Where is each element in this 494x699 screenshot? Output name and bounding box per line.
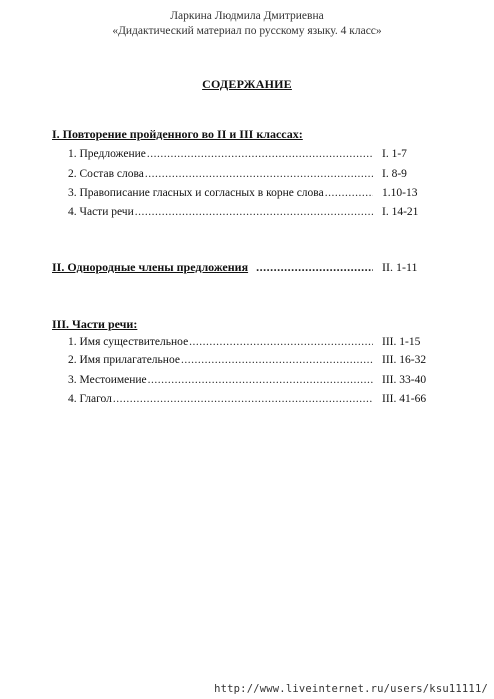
toc-label: 4. Части речи (68, 206, 134, 218)
toc-label: 1. Имя существительное (68, 336, 189, 348)
leader-dots (189, 336, 373, 348)
toc-row (68, 354, 444, 366)
toc-row (68, 374, 444, 386)
author-name: Ларкина Людмила Дмитриевна (170, 10, 324, 22)
toc-label: 2. Состав слова (68, 168, 144, 180)
toc-row (68, 168, 444, 180)
toc-label: 3. Правописание гласных и согласных в корне слова (68, 187, 324, 199)
leader-dots (256, 260, 373, 275)
toc-row (68, 206, 444, 218)
toc-page: III. 16-32 (382, 354, 427, 366)
leader-dots (325, 187, 373, 199)
toc-page: III. 41-66 (382, 393, 427, 405)
leader-dots (113, 393, 373, 405)
toc-label: 2. Имя прилагательное (68, 354, 180, 366)
toc-page: I. 1-7 (382, 148, 407, 160)
toc-row (68, 148, 444, 160)
section-2-label: II. Однородные члены предложения (52, 260, 249, 274)
toc-page: I. 14-21 (382, 206, 419, 218)
toc-row (68, 187, 444, 199)
book-subtitle: «Дидактический материал по русскому языку. 4 класс» (112, 25, 382, 37)
toc-page: III. 1-15 (382, 336, 421, 348)
leader-dots (181, 354, 373, 366)
watermark-url: http://www.liveinternet.ru/users/ksu11111/ (214, 683, 488, 695)
leader-dots (145, 168, 373, 180)
leader-dots (148, 374, 373, 386)
section-1-heading: I. Повторение пройденного во II и III классах: (52, 127, 303, 141)
toc-row (68, 393, 444, 405)
toc-label: 1. Предложение (68, 148, 146, 160)
leader-dots (147, 148, 373, 160)
toc-page: 1.10-13 (382, 187, 418, 199)
leader-dots (135, 206, 373, 218)
toc-label: 4. Глагол (68, 393, 112, 405)
toc-row (68, 336, 444, 348)
toc-label: 3. Местоимение (68, 374, 147, 386)
section-2-row (52, 260, 444, 275)
page-title: СОДЕРЖАНИЕ (202, 77, 292, 91)
toc-page: III. 33-40 (382, 374, 427, 386)
section-3-heading: III. Части речи: (52, 317, 138, 331)
document-header (0, 9, 494, 39)
section-2-page: II. 1-11 (382, 260, 418, 274)
toc-page: I. 8-9 (382, 168, 407, 180)
